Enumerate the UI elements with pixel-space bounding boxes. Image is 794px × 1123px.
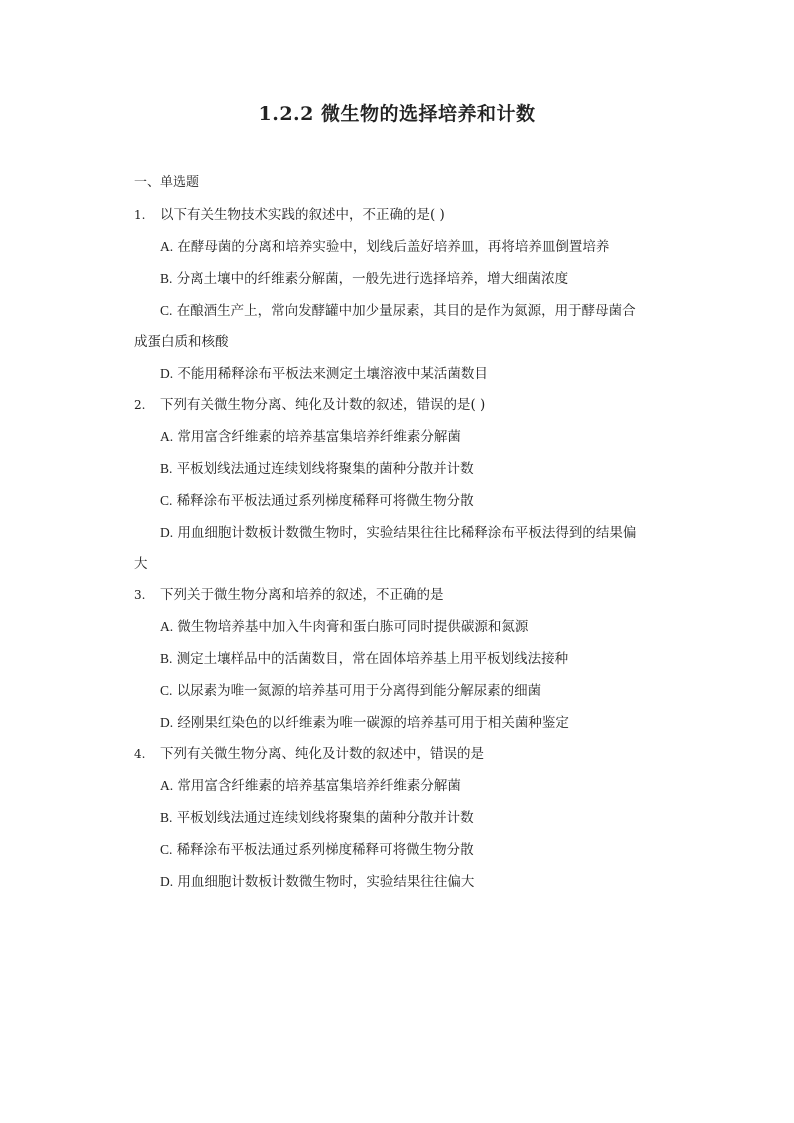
question-stem [134,739,674,770]
option-list [134,770,674,898]
option-letter: C. [160,303,173,318]
answer-option [134,802,674,834]
option-body [160,802,674,834]
option-letter: D. [160,715,174,730]
option-text-continued: 大 [134,556,148,572]
option-body [160,707,674,739]
answer-option [134,675,674,707]
answer-option [134,231,674,263]
option-body [160,485,674,517]
option-text: 用血细胞计数板计数微生物时，实验结果往往偏大 [177,874,475,890]
option-body [160,358,674,390]
answer-option [134,485,674,517]
option-text: 常用富含纤维素的培养基富集培养纤维素分解菌 [177,778,461,794]
question-item [134,200,674,390]
section-heading: 一、单选题 [134,175,200,190]
answer-option [134,517,674,580]
option-body [160,866,674,898]
option-text-continued: 成蛋白质和核酸 [134,334,229,350]
question-text: 以下有关生物技术实践的叙述中，不正确的是( ) [160,207,445,223]
option-list [134,611,674,739]
option-letter: A. [160,239,174,254]
option-text: 稀释涂布平板法通过系列梯度稀释可将微生物分散 [176,842,474,858]
answer-option [134,358,674,390]
question-text: 下列关于微生物分离和培养的叙述，不正确的是 [160,587,444,603]
option-body [160,421,674,453]
question-number: 2. [134,398,146,412]
option-letter: B. [160,651,173,666]
option-letter: A. [160,619,174,634]
answer-option [134,453,674,485]
option-letter: A. [160,429,174,444]
option-body [160,675,674,707]
option-letter: B. [160,271,173,286]
option-letter: B. [160,810,173,825]
question-stem [134,200,674,231]
answer-option [134,834,674,866]
option-letter: D. [160,874,174,889]
option-letter: A. [160,778,174,793]
option-body [160,263,674,295]
option-list [134,231,674,390]
option-letter: B. [160,461,173,476]
answer-option [134,295,674,358]
question-list [134,200,674,898]
option-body [160,231,674,263]
page-title: 1.2.2 微生物的选择培养和计数 [258,103,536,125]
option-letter: C. [160,493,173,508]
option-text: 平板划线法通过连续划线将聚集的菌种分散并计数 [176,461,474,477]
option-text: 以尿素为唯一氮源的培养基可用于分离得到能分解尿素的细菌 [176,683,542,699]
option-letter: C. [160,683,173,698]
option-list [134,421,674,580]
option-text: 平板划线法通过连续划线将聚集的菌种分散并计数 [176,810,474,826]
option-text: 在酿酒生产上，常向发酵罐中加少量尿素，其目的是作为氮源，用于酵母菌合 [176,303,636,319]
question-stem [134,580,674,611]
question-number: 3. [134,588,146,602]
answer-option [134,611,674,643]
question-number: 4. [134,747,146,761]
option-text: 稀释涂布平板法通过系列梯度稀释可将微生物分散 [176,493,474,509]
question-stem [134,390,674,421]
option-text: 用血细胞计数板计数微生物时，实验结果往往比稀释涂布平板法得到的结果偏 [177,525,637,541]
answer-option [134,770,674,802]
answer-option [134,421,674,453]
option-body [160,643,674,675]
question-item [134,390,674,580]
option-letter: D. [160,525,174,540]
option-body [160,770,674,802]
option-body [134,517,674,580]
answer-option [134,707,674,739]
option-body [160,611,674,643]
answer-option [134,643,674,675]
question-item [134,580,674,739]
option-text: 在酵母菌的分离和培养实验中，划线后盖好培养皿，再将培养皿倒置培养 [177,239,610,255]
question-text: 下列有关微生物分离、纯化及计数的叙述，错误的是( ) [160,397,486,413]
option-text: 常用富含纤维素的培养基富集培养纤维素分解菌 [177,429,461,445]
question-item [134,739,674,898]
question-number: 1. [134,208,146,222]
option-text: 不能用稀释涂布平板法来测定土壤溶液中某活菌数目 [177,366,488,382]
option-body [160,834,674,866]
answer-option [134,263,674,295]
option-body [134,295,674,358]
question-text: 下列有关微生物分离、纯化及计数的叙述中，错误的是 [160,746,484,762]
option-text: 微生物培养基中加入牛肉膏和蛋白胨可同时提供碳源和氮源 [177,619,529,635]
answer-option [134,866,674,898]
option-body [160,453,674,485]
option-text: 测定土壤样品中的活菌数目，常在固体培养基上用平板划线法接种 [176,651,569,667]
option-letter: D. [160,366,174,381]
option-letter: C. [160,842,173,857]
option-text: 分离土壤中的纤维素分解菌，一般先进行选择培养，增大细菌浓度 [176,271,569,287]
option-text: 经刚果红染色的以纤维素为唯一碳源的培养基可用于相关菌种鉴定 [177,715,569,731]
